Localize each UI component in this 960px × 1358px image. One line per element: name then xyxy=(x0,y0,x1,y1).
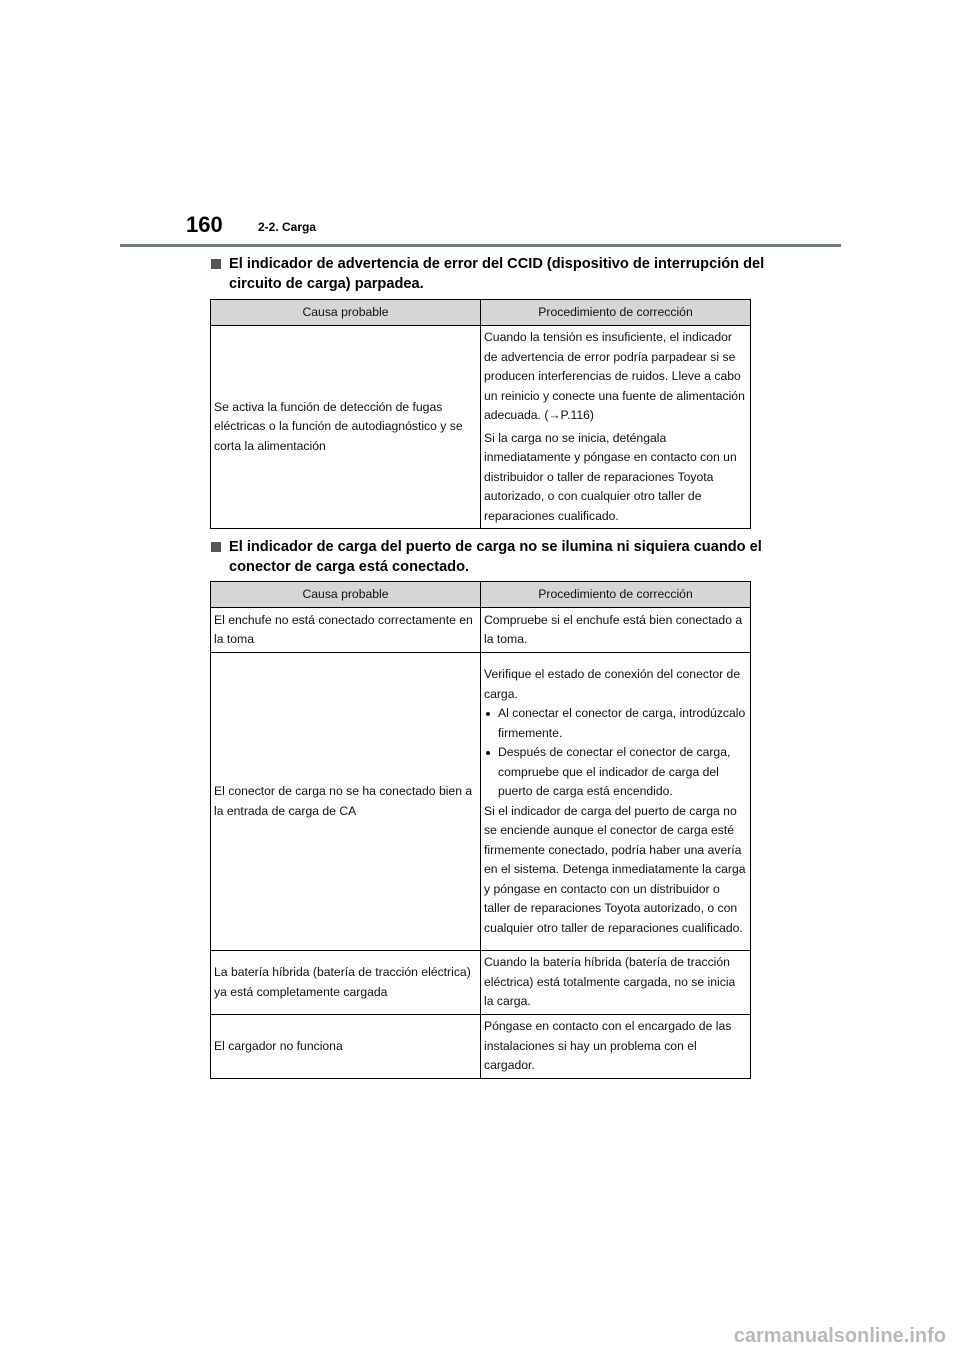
table-row xyxy=(211,608,751,653)
section-heading-ccid-error xyxy=(211,254,771,294)
column-header-correction: Procedimiento de corrección xyxy=(481,300,751,326)
correction-paragraph: Cuando la batería híbrida (batería de tracción eléctrica) está totalmente cargada, no se inicia la carga. xyxy=(484,955,736,1009)
heading-text: El indicador de carga del puerto de carga no se ilumina ni siquiera cuando el conector de carga está conectado. xyxy=(229,539,762,575)
cause-cell: Se activa la función de detección de fugas eléctricas o la función de autodiagnóstico y se corta la alimentación xyxy=(211,326,481,529)
table-row xyxy=(211,653,751,951)
correction-cell xyxy=(481,326,751,529)
list-item: Al conectar el conector de carga, introdúzcalo firmemente. xyxy=(484,704,747,743)
table-header-row xyxy=(211,300,751,326)
column-header-correction: Procedimiento de corrección xyxy=(481,582,751,608)
list-item: Después de conectar el conector de carga, compruebe que el indicador de carga del puerto de carga está encendido. xyxy=(484,743,747,802)
watermark: carmanualsonline.info xyxy=(733,1325,946,1347)
square-bullet-icon xyxy=(211,259,221,269)
troubleshooting-table-ccid xyxy=(210,299,751,529)
correction-cell xyxy=(481,1015,751,1079)
section-title: 2-2. Carga xyxy=(258,220,317,234)
header-divider xyxy=(120,244,841,247)
cause-cell: El enchufe no está conectado correctamente en la toma xyxy=(211,608,481,653)
cause-cell: La batería híbrida (batería de tracción eléctrica) ya está completamente cargada xyxy=(211,951,481,1015)
page-number: 160 xyxy=(186,212,223,237)
correction-paragraph: Si el indicador de carga del puerto de carga no se enciende aunque el conector de carga esté firmemente conectado, podría haber una avería en el sistema. Detenga inmediatamente la carga y póngase en contacto con un distribuidor o taller de reparaciones Toyota autorizado, o con cualquier otro taller de reparaciones cualificado. xyxy=(484,803,746,935)
square-bullet-icon xyxy=(211,542,221,552)
table-row xyxy=(211,1015,751,1079)
column-header-cause: Causa probable xyxy=(211,582,481,608)
correction-bullet-list xyxy=(484,704,747,802)
cause-cell: El conector de carga no se ha conectado bien a la entrada de carga de CA xyxy=(211,653,481,951)
correction-paragraph: Compruebe si el enchufe está bien conectado a la toma. xyxy=(484,612,743,646)
correction-paragraph: Si la carga no se inicia, deténgala inmediatamente y póngase en contacto con un distribuidor o taller de reparaciones Toyota autorizado, o con cualquier otro taller de reparaciones cualificado. xyxy=(484,430,737,523)
section-heading-charge-indicator xyxy=(211,537,771,577)
cause-cell: El cargador no funciona xyxy=(211,1015,481,1079)
correction-cell xyxy=(481,653,751,951)
heading-text: El indicador de advertencia de error del CCID (dispositivo de interrupción del circuito de carga) parpadea. xyxy=(229,256,765,292)
correction-paragraph: Póngase en contacto con el encargado de las instalaciones si hay un problema con el cargador. xyxy=(484,1019,732,1073)
correction-cell xyxy=(481,951,751,1015)
table-header-row xyxy=(211,582,751,608)
correction-cell xyxy=(481,608,751,653)
table-row xyxy=(211,326,751,529)
correction-paragraph: Cuando la tensión es insuficiente, el indicador de advertencia de error podría parpadear si se producen interferencias de ruidos. Lleve a cabo un reinicio y conecte una fuente de alimentación adecuada. (→P.116) xyxy=(484,330,745,422)
troubleshooting-table-charge-indicator xyxy=(210,581,751,1079)
column-header-cause: Causa probable xyxy=(211,300,481,326)
correction-intro: Verifique el estado de conexión del conector de carga. xyxy=(484,667,741,701)
table-row xyxy=(211,951,751,1015)
